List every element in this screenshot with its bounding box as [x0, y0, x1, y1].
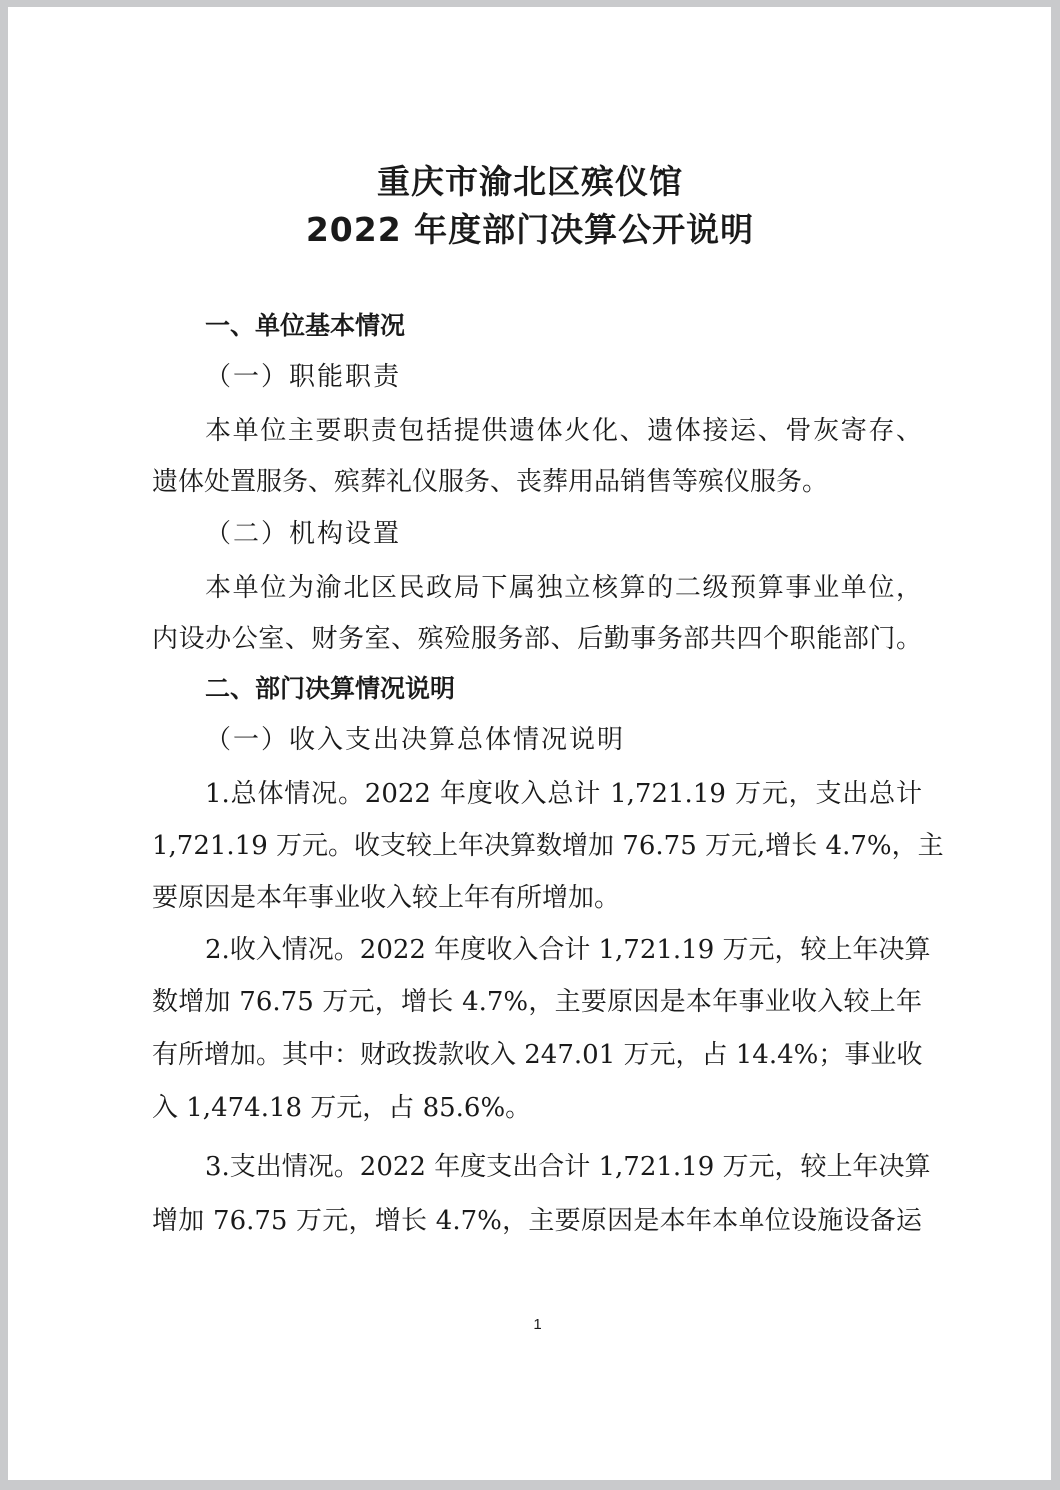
- subsection-heading: （一）收入支出决算总体情况说明: [205, 725, 626, 755]
- paragraph-line: 1,721.19 万元。收支较上年决算数增加 76.75 万元,增长 4.7%，主: [152, 831, 944, 861]
- subsection-heading: （二）机构设置: [205, 519, 402, 549]
- paragraph-line: 本单位为渝北区民政局下属独立核算的二级预算事业单位，: [205, 573, 922, 603]
- paragraph-line: 有所增加。其中：财政拨款收入 247.01 万元，占 14.4%；事业收: [152, 1040, 923, 1070]
- paragraph-line: 内设办公室、财务室、殡殓服务部、后勤事务部共四个职能部门。: [152, 624, 922, 654]
- section-heading-1: 一、单位基本情况: [205, 311, 406, 340]
- section-heading-2: 二、部门决算情况说明: [205, 674, 456, 703]
- title-line-1: 重庆市渝北区殡仪馆: [377, 162, 683, 201]
- subsection-heading: （一）职能职责: [205, 362, 402, 392]
- paragraph-line: 1.总体情况。2022 年度收入总计 1,721.19 万元，支出总计: [205, 779, 922, 809]
- paragraph-line: 增加 76.75 万元，增长 4.7%，主要原因是本年本单位设施设备运: [152, 1206, 922, 1236]
- paragraph-line: 本单位主要职责包括提供遗体火化、遗体接运、骨灰寄存、: [205, 416, 922, 446]
- title-line-2: 2022 年度部门决算公开说明: [305, 210, 755, 249]
- paragraph-line: 入 1,474.18 万元，占 85.6%。: [152, 1093, 532, 1123]
- paragraph-line: 数增加 76.75 万元，增长 4.7%，主要原因是本年事业收入较上年: [152, 987, 922, 1017]
- paragraph-line: 要原因是本年事业收入较上年有所增加。: [152, 883, 621, 913]
- page-number: 1: [533, 1316, 542, 1333]
- paragraph-line: 3.支出情况。2022 年度支出合计 1,721.19 万元，较上年决算: [205, 1152, 931, 1182]
- paragraph-line: 遗体处置服务、殡葬礼仪服务、丧葬用品销售等殡仪服务。: [152, 467, 829, 497]
- paragraph-line: 2.收入情况。2022 年度收入合计 1,721.19 万元，较上年决算: [205, 935, 931, 965]
